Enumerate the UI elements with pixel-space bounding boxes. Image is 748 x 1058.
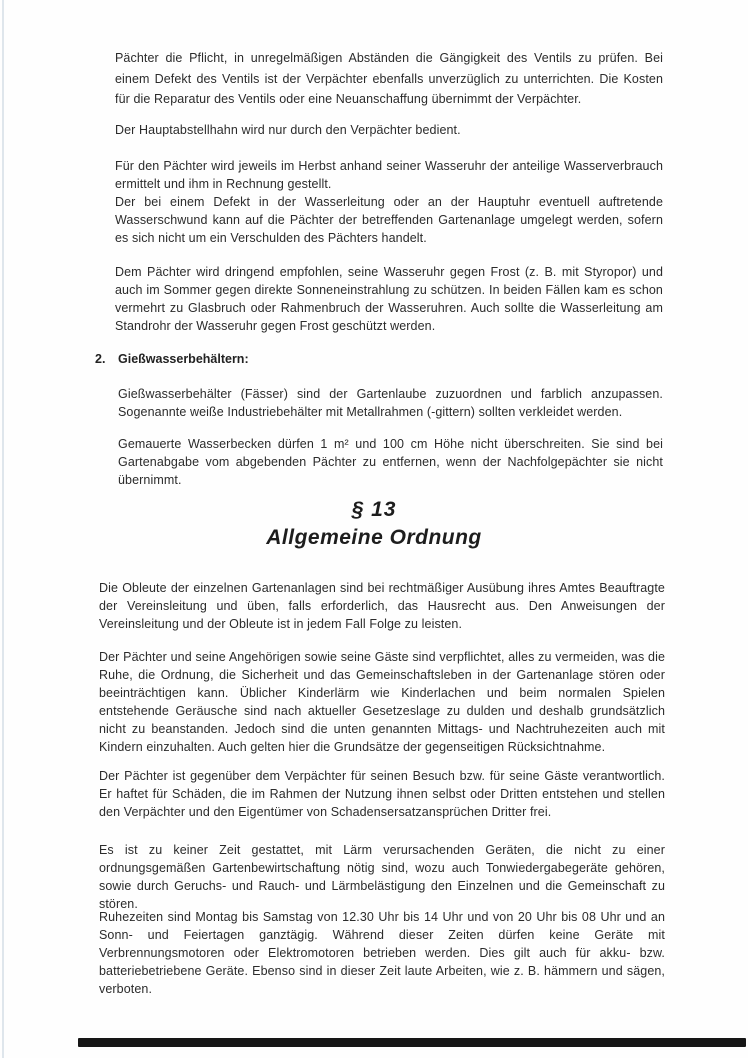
paragraph-water-barrels: Gießwasserbehälter (Fässer) sind der Gartenlaube zuzuordnen und farblich anzupassen. Sogenannte weiße Industriebehälter mit Metallrahmen (-gittern) sollten verkleidet werden. bbox=[118, 387, 663, 419]
scan-artifact-bar bbox=[78, 1038, 746, 1047]
paragraph-water-billing-b: Der bei einem Defekt in der Wasserleitung oder an der Hauptuhr eventuell auftretende Wasserschwund kann auf die Pächter der betreffenden Gartenanlage umgelegt werden, sofern es sich nicht um ein Verschulden des Pächters handelt. bbox=[115, 195, 663, 245]
item-2-number: 2. bbox=[95, 352, 106, 366]
section-13-heading bbox=[0, 497, 748, 553]
item-2-title: Gießwasserbehältern: bbox=[118, 352, 249, 366]
paragraph-conduct: Der Pächter und seine Angehörigen sowie seine Gäste sind verpflichtet, alles zu vermeiden, was die Ruhe, die Ordnung, die Sicherheit und das Gemeinschaftsleben in der Gartenanlage stören oder beeinträchtigen kann. Üblicher Kinderlärm wie Kinderlachen und beim normalen Spielen entstehende Geräusche sind nach aktueller Gesetzeslage zu dulden und deshalb grundsätzlich nicht zu beanstanden. Jedoch sind die unten genannten Mittags- und Nachtruhezeiten auch mit Kindern einzuhalten. Auch gelten hier die Grundsätze der gegenseitigen Rücksichtnahme. bbox=[99, 650, 665, 754]
section-13-number: § 13 bbox=[351, 498, 397, 521]
paragraph-main-shutoff: Der Hauptabstellhahn wird nur durch den Verpächter bedient. bbox=[115, 123, 461, 137]
item-2-heading bbox=[95, 352, 663, 366]
paragraph-obleute: Die Obleute der einzelnen Gartenanlagen sind bei rechtmäßiger Ausübung ihres Amtes Beauftragte der Vereinsleitung und üben, falls erforderlich, das Hausrecht aus. Den Anweisungen der Vereinsleitung und der Obleute ist in jedem Fall Folge zu leisten. bbox=[99, 581, 665, 631]
paragraph-water-basins: Gemauerte Wasserbecken dürfen 1 m² und 100 cm Höhe nicht überschreiten. Sie sind bei Gartenabgabe vom abgebenden Pächter zu entfernen, wenn der Nachfolgepächter sie nicht übernimmt. bbox=[118, 437, 663, 487]
paragraph-water-billing bbox=[115, 157, 663, 247]
paragraph-quiet-hours: Ruhezeiten sind Montag bis Samstag von 12.30 Uhr bis 14 Uhr und von 20 Uhr bis 08 Uhr und an Sonn- und Feiertagen ganztägig. Während dieser Zeiten dürfen keine Geräte mit Verbrennungsmotoren oder Elektromotoren betrieben werden. Dies gilt auch für akku- bzw. batteriebetriebene Geräte. Ebenso sind in dieser Zeit laute Arbeiten, wie z. B. hämmern und sägen, verboten. bbox=[99, 910, 665, 996]
paragraph-valve-duty: Pächter die Pflicht, in unregelmäßigen Abständen die Gängigkeit des Ventils zu prüfen. Bei einem Defekt des Ventils ist der Verpächter ebenfalls unverzüglich zu unterrichten. Die Kosten für die Reparatur des Ventils oder eine Neuanschaffung übernimmt der Verpächter. bbox=[115, 51, 663, 106]
paragraph-liability: Der Pächter ist gegenüber dem Verpächter für seinen Besuch bzw. für seine Gäste verantwortlich. Er haftet für Schäden, die im Rahmen der Nutzung ihnen selbst oder Dritten entstehen und stellen den Verpächter und den Eigentümer von Schadensersatzansprüchen Dritter frei. bbox=[99, 769, 665, 819]
section-13-title: Allgemeine Ordnung bbox=[266, 526, 482, 549]
paragraph-frost-protection: Dem Pächter wird dringend empfohlen, seine Wasseruhr gegen Frost (z. B. mit Styropor) und auch im Sommer gegen direkte Sonneneinstrahlung zu schützen. In beiden Fällen kam es schon vermehrt zu Glasbruch oder Rahmenbruch der Wasseruhren. Auch sollte die Wasserleitung am Standrohr der Wasseruhr gegen Frost geschützt werden. bbox=[115, 265, 663, 333]
paragraph-water-billing-a: Für den Pächter wird jeweils im Herbst anhand seiner Wasseruhr der anteilige Wasserverbrauch ermittelt und ihm in Rechnung gestellt. bbox=[115, 159, 663, 191]
paragraph-noise-devices: Es ist zu keiner Zeit gestattet, mit Lärm verursachenden Geräten, die nicht zu einer ordnungsgemäßen Gartenbewirtschaftung nötig sind, wozu auch Tonwiedergabegeräte gehören, sowie durch Geruchs- und Rauch- und Lärmbelästigung den Einzelnen und die Gemeinschaft zu stören. bbox=[99, 843, 665, 911]
